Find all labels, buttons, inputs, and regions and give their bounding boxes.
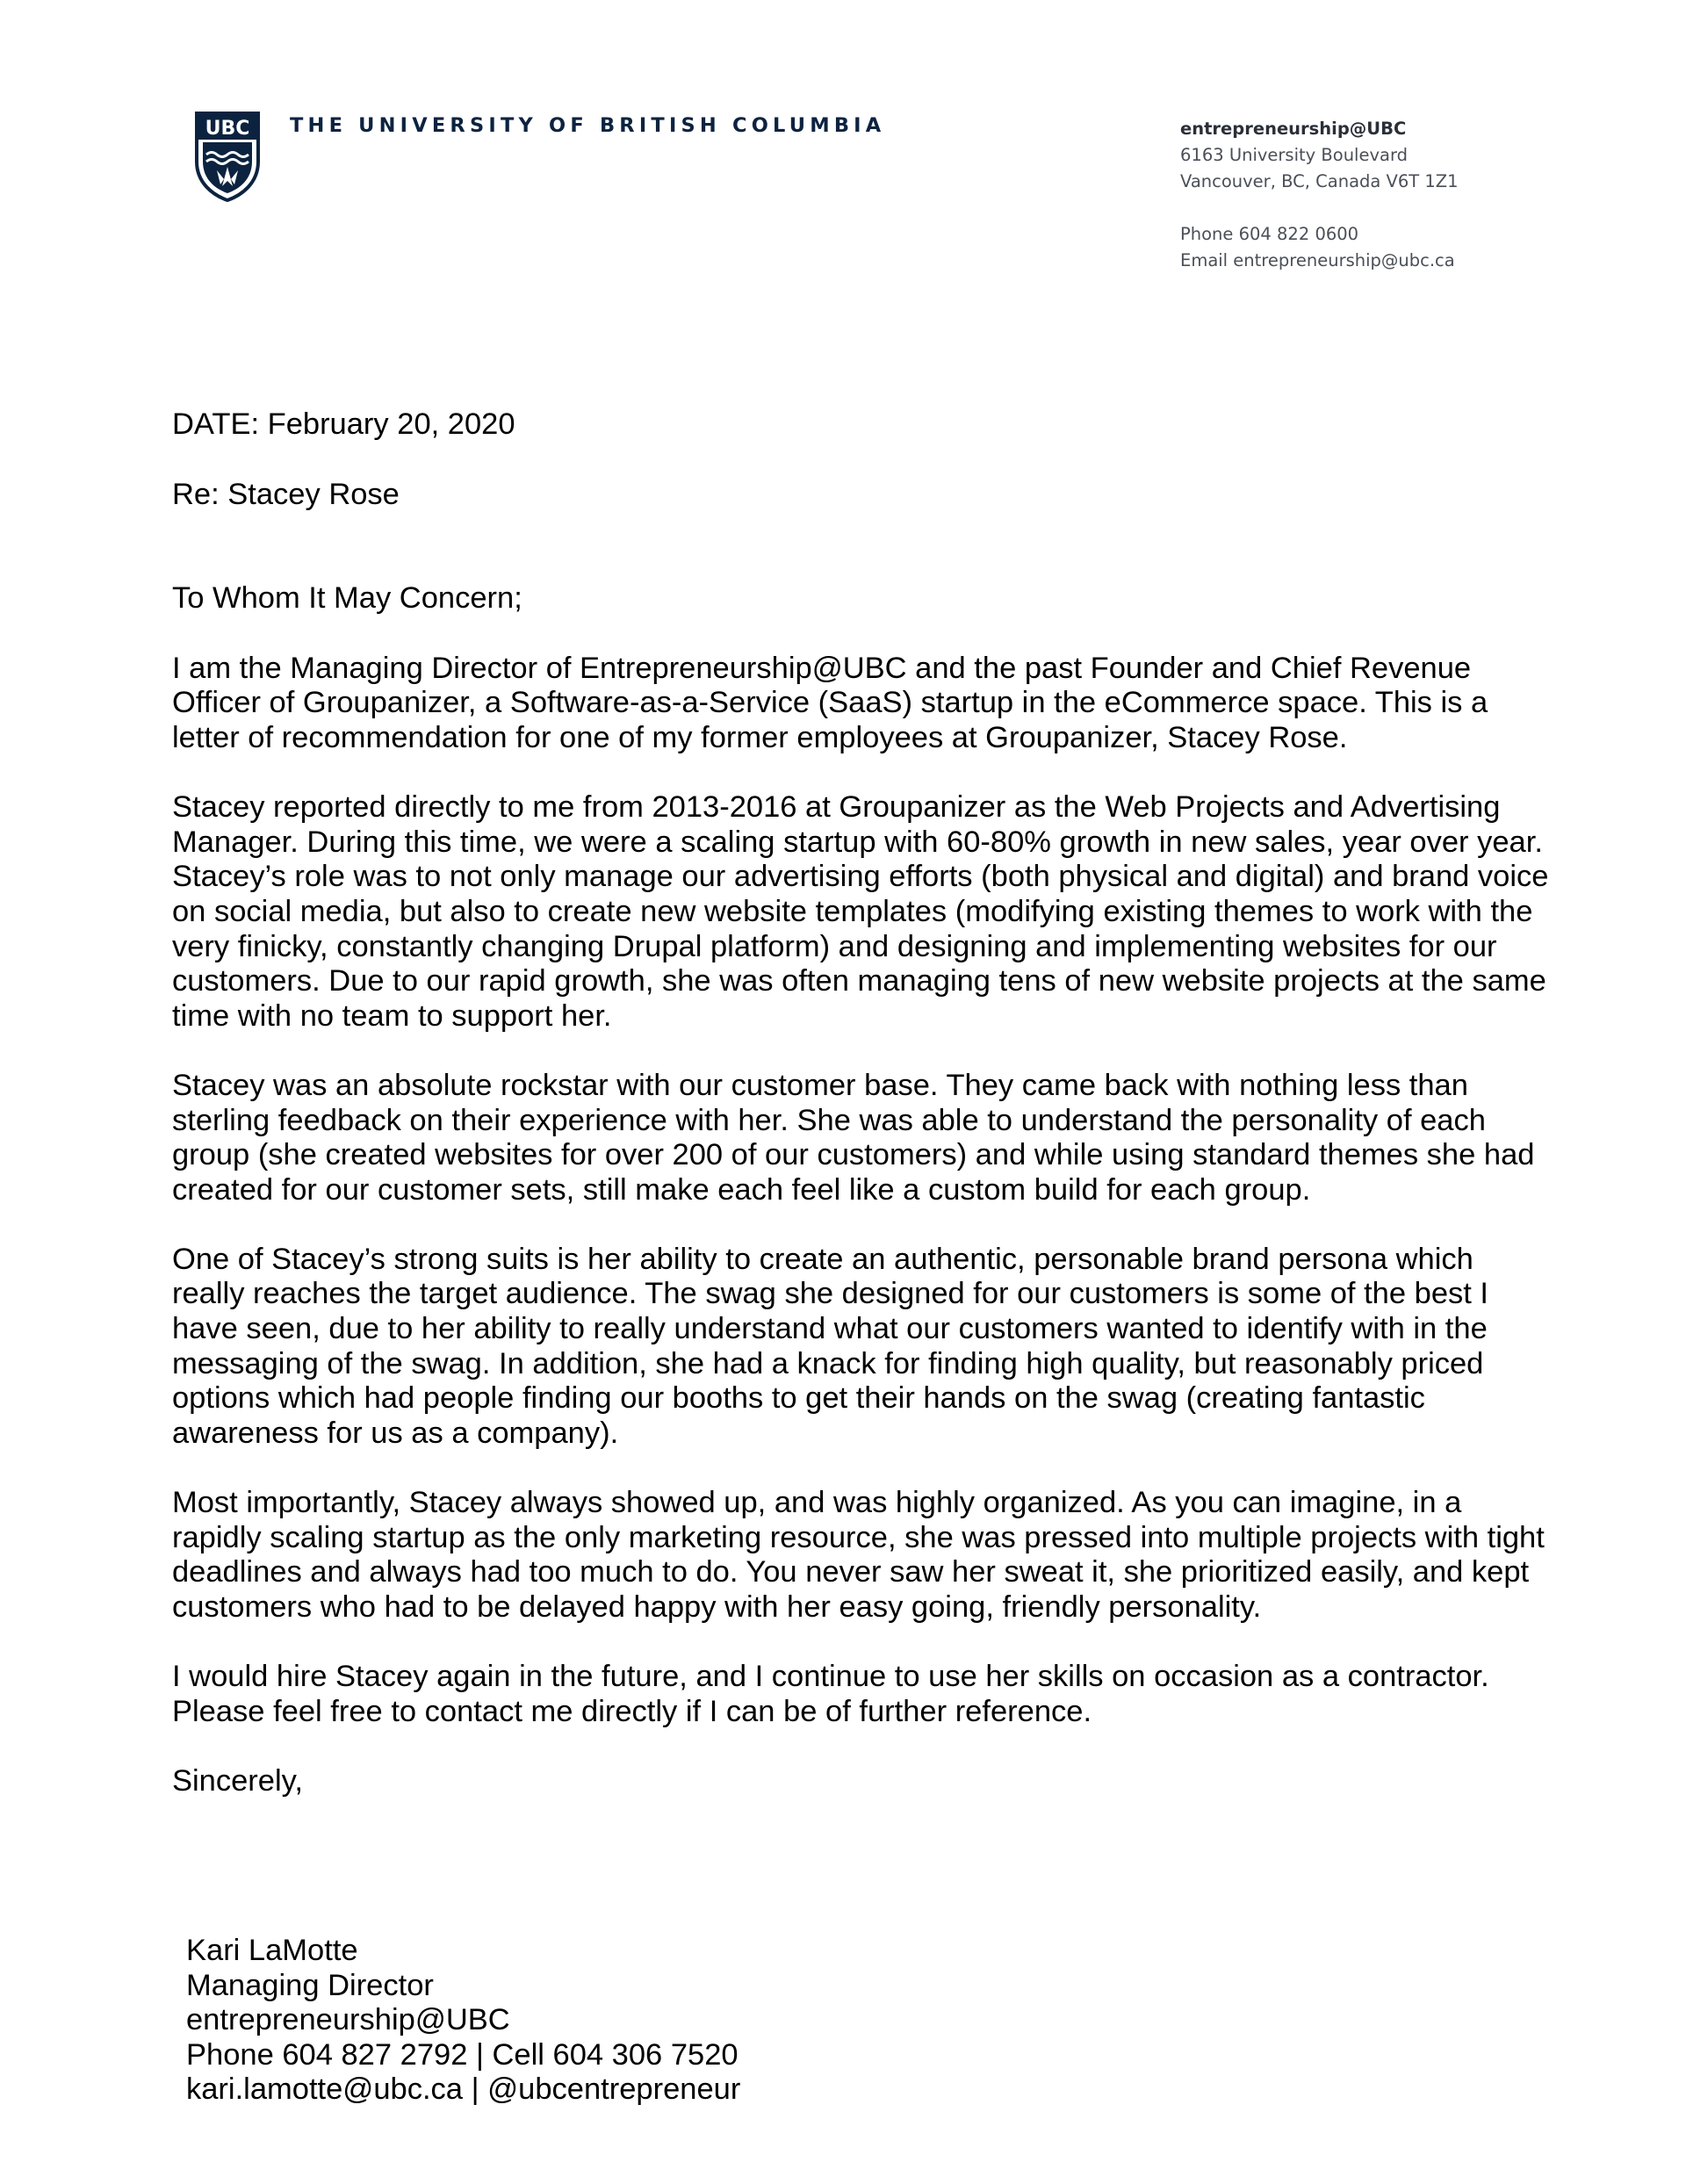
signer-organization: entrepreneurship@UBC — [186, 2003, 510, 2037]
logo-text: UBC — [205, 118, 250, 140]
letter-body — [172, 407, 1577, 1799]
signer-title: Managing Director — [186, 1968, 434, 2002]
address-line-1: 6163 University Boulevard — [1180, 145, 1409, 165]
department-phone: Phone 604 822 0600 — [1180, 224, 1359, 244]
signer-phones: Phone 604 827 2792 | Cell 604 306 7520 — [186, 2037, 739, 2072]
ubc-crest-icon — [194, 111, 261, 202]
letterhead-contact-block — [1180, 116, 1459, 274]
letter-closing: Sincerely, — [172, 1764, 303, 1798]
paragraph-introduction: I am the Managing Director of Entrepreneurship@UBC and the past Founder and Chief Revenue Officer of Groupanizer, a Software-as-a-Service (SaaS) startup in the eCommerce space. This is a letter of recommendation for one of my former employees at Groupanizer, Stacey Rose. — [172, 651, 1488, 754]
paragraph-organization: Most importantly, Stacey always showed up, and was highly organized. As you can imagine, in a rapidly scaling startup as the only marketing resource, she was pressed into multiple projects with tight deadlines and always had too much to do. You never saw her sweat it, she prioritized easily, and kept customers who had to be delayed happy with her easy going, friendly personality. — [172, 1486, 1545, 1624]
signer-contacts: kari.lamotte@ubc.ca | @ubcentrepreneur — [186, 2072, 741, 2107]
signature-block — [186, 1934, 740, 2108]
letter-date: DATE: February 20, 2020 — [172, 407, 515, 441]
contact-spacer — [1180, 195, 1459, 221]
department-name: entrepreneurship@UBC — [1180, 119, 1407, 139]
paragraph-brand: One of Stacey’s strong suits is her ability to create an authentic, personable brand persona which really reaches the target audience. The swag she designed for our customers is some of the best I have seen, due to her ability to really understand what our customers wanted to identify with in the messaging of the swag. In addition, she had a knack for finding high quality, but reasonably priced options which had people finding our booths to get their hands on the swag (creating fantastic awareness for us as a company). — [172, 1242, 1489, 1450]
university-name: THE UNIVERSITY OF BRITISH COLUMBIA — [290, 114, 886, 137]
department-email: Email entrepreneurship@ubc.ca — [1180, 250, 1455, 270]
letterhead — [0, 0, 1686, 281]
paragraph-role: Stacey reported directly to me from 2013-2016 at Groupanizer as the Web Projects and Advertising Manager. During this time, we were a scaling startup with 60-80% growth in new sales, year over year. Stacey’s role was to not only manage our advertising efforts (both physical and digital) and brand voice on social media, but also to create new website templates (modifying existing themes to work with the very finicky, constantly changing Drupal platform) and designing and implementing websites for our customers. Due to our rapid growth, she was often managing tens of new website projects at the same time with no team to support her. — [172, 790, 1549, 1033]
address-line-2: Vancouver, BC, Canada V6T 1Z1 — [1180, 171, 1459, 191]
paragraph-recommendation: I would hire Stacey again in the future, and I continue to use her skills on occasion as a contractor. Please feel free to contact me directly if I can be of further reference. — [172, 1660, 1489, 1728]
ubc-crest-logo — [194, 111, 261, 202]
paragraph-customers: Stacey was an absolute rockstar with our customer base. They came back with nothing less than sterling feedback on their experience with her. She was able to understand the personality of each group (she created websites for over 200 of our customers) and while using standard themes she had created for our customer sets, still make each feel like a custom build for each group. — [172, 1068, 1535, 1207]
letter-salutation: To Whom It May Concern; — [172, 581, 522, 616]
letter-subject: Re: Stacey Rose — [172, 477, 400, 511]
signer-name: Kari LaMotte — [186, 1934, 358, 1967]
